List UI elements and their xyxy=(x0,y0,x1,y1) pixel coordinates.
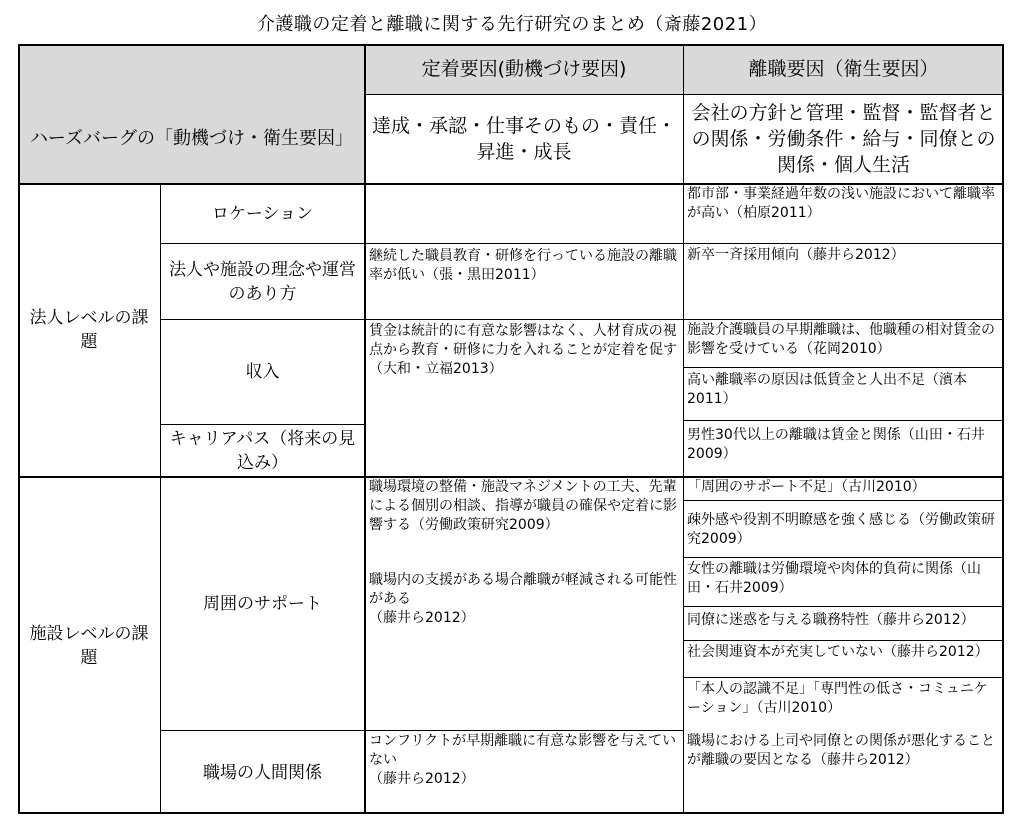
row-career: キャリアパス（将来の見込み） xyxy=(169,428,356,473)
retention-cell-relations: コンフリクトが早期離職に有意な影響を与えていない （藤井ら2012） xyxy=(369,733,677,787)
row-income: 収入 xyxy=(245,362,280,382)
turnover-cell-relations: 職場における上司や同僚との関係が悪化することが離職の要因となる（藤井ら2012） xyxy=(687,733,995,768)
turnover-cell-support-6: 「本人の認識不足」「専門性の低さ・コミュニケーション」（古川2010） xyxy=(687,681,988,716)
turnover-cell-support-4: 同僚に迷惑を与える職務特性（藤井ら2012） xyxy=(687,612,975,628)
retention-cell-support-1: 職場環境の整備・施設マネジメントの工夫、先輩による個別の相談、指導が職員の確保や定着に影響する（労働政策研究2009） xyxy=(369,479,677,533)
turnover-factors: 会社の方針と管理・監督・監督者との関係・労働条件・給与・同僚との関係・個人生活 xyxy=(691,102,996,176)
row-philosophy: 法人や施設の理念や運営のあり方 xyxy=(169,259,356,304)
header-turnover: 離職要因（衛生要因） xyxy=(748,58,939,80)
turnover-cell-location: 都市部・事業経過年数の浅い施設において離職率が高い（柏原2011） xyxy=(687,186,995,221)
turnover-cell-income-1: 施設介護職員の早期離職は、他職種の相対賃金の影響を受けている（花岡2010） xyxy=(687,322,995,357)
retention-factors: 達成・承認・仕事そのもの・責任・昇進・成長 xyxy=(371,115,676,163)
turnover-cell-career: 男性30代以上の離職は賃金と関係（山田・石井2009） xyxy=(687,427,985,462)
header-retention: 定着要因(動機づけ要因) xyxy=(421,58,627,80)
turnover-cell-support-3: 女性の離職は労働環境や肉体的負荷に関係（山田・石井2009） xyxy=(687,561,981,596)
turnover-cell-support-5: 社会関連資本が充実していない（藤井ら2012） xyxy=(687,644,989,660)
retention-cell-support-2: 職場内の支援がある場合離職が軽減される可能性がある （藤井ら2012） xyxy=(369,572,677,626)
turnover-cell-support-1: 「周囲のサポート不足」（古川2010） xyxy=(687,479,926,495)
row-location: ロケーション xyxy=(211,203,314,224)
page-title: 介護職の定着と離職に関する先行研究のまとめ（斎藤2021） xyxy=(256,14,768,35)
turnover-cell-philosophy: 新卒一斉採用傾向（藤井ら2012） xyxy=(687,247,905,263)
retention-cell-corp-2: 賃金は統計的に有意な影響はなく、人材育成の視点から教育・研修に力を入れることが定着を促す（大和・立福2013） xyxy=(369,323,677,377)
herzberg-label: ハーズバーグの「動機づけ・衛生要因」 xyxy=(29,128,354,149)
row-relations: 職場の人間関係 xyxy=(203,762,322,783)
group-facility: 施設レベルの課題 xyxy=(29,623,149,668)
summary-table xyxy=(18,44,1004,814)
turnover-cell-income-2: 高い離職率の原因は低賃金と人出不足（濱本2011） xyxy=(687,372,967,407)
turnover-cell-support-2: 疎外感や役割不明瞭感を強く感じる（労働政策研究2009） xyxy=(687,512,995,547)
group-corporate: 法人レベルの課題 xyxy=(29,308,149,352)
row-support: 周囲のサポート xyxy=(203,593,322,614)
retention-cell-corp-1: 継続した職員教育・研修を行っている施設の離職率が低い（張・黒田2011） xyxy=(369,248,677,283)
